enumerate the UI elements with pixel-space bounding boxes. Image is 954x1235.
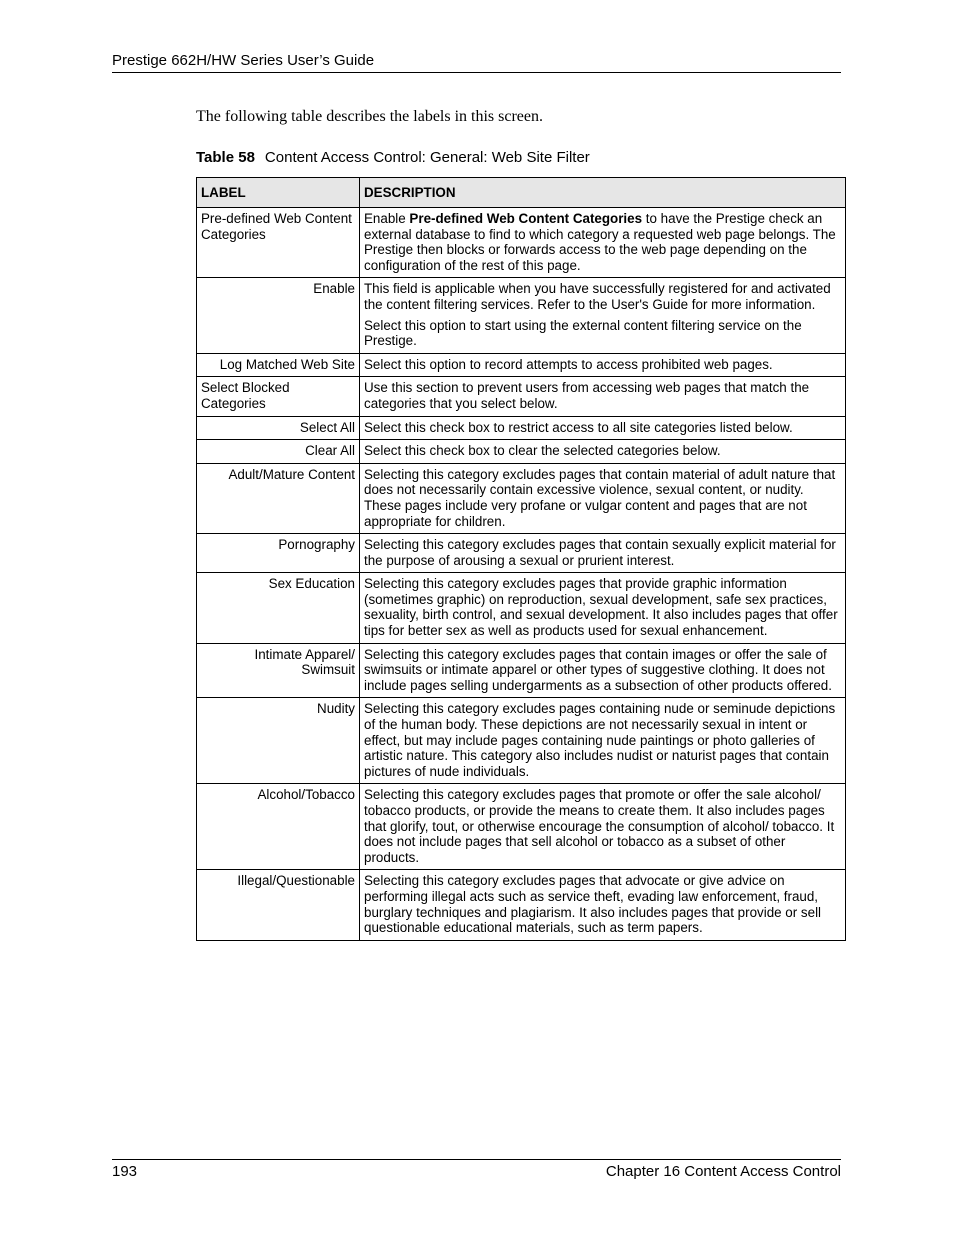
description-text: Use this section to prevent users from accessing web pages that match the categories that you select below.	[364, 380, 810, 411]
table-caption	[196, 148, 590, 168]
table-row	[197, 463, 846, 533]
page-header	[112, 51, 841, 73]
page-footer	[112, 1159, 841, 1180]
table-row	[197, 353, 846, 377]
description-paragraph	[364, 211, 841, 273]
row-description	[360, 278, 846, 353]
table-row	[197, 377, 846, 416]
row-label: Clear All	[197, 440, 360, 464]
description-paragraph	[364, 537, 841, 568]
row-description	[360, 698, 846, 784]
row-label: Pre-defined Web Content Categories	[197, 208, 360, 278]
description-paragraph	[364, 467, 841, 529]
description-paragraph	[364, 420, 841, 436]
table-row	[197, 870, 846, 940]
label-description-table	[196, 177, 846, 941]
description-paragraph	[364, 357, 841, 373]
row-description	[360, 573, 846, 643]
description-text: Selecting this category excludes pages containing nude or seminude depictions of the human body. These depictions are not necessarily sexual in intent or effect, but may include pages containing nude paintings or photo galleries of artistic nature. This category also includes nudist or naturist pages that contain pictures of nude individuals.	[364, 701, 836, 779]
row-description	[360, 870, 846, 940]
description-text: Selecting this category excludes pages that provide graphic information (sometimes graphic) on reproduction, sexual development, safe sex practices, sexuality, birth control, and sexual development. It also includes pages that offer tips for better sex as well as products used for sexual enhancement.	[364, 576, 838, 639]
row-description	[360, 463, 846, 533]
header-label: LABEL	[197, 178, 360, 208]
chapter-title: Chapter 16 Content Access Control	[605, 1163, 841, 1180]
table-row	[197, 534, 846, 573]
row-description	[360, 353, 846, 377]
description-text: Select this check box to restrict access to all site categories listed below.	[364, 419, 793, 435]
table-row	[197, 784, 846, 870]
row-label: Intimate Apparel/ Swimsuit	[197, 643, 360, 698]
description-paragraph	[364, 281, 841, 312]
description-paragraph	[364, 873, 841, 935]
table-row	[197, 698, 846, 784]
table-row	[197, 440, 846, 464]
table-row	[197, 643, 846, 698]
row-description	[360, 377, 846, 416]
row-label: Illegal/Questionable	[197, 870, 360, 940]
description-paragraph	[364, 380, 841, 411]
row-description	[360, 440, 846, 464]
description-text: Selecting this category excludes pages that contain images or offer the sale of swimsuits or intimate apparel or other types of suggestive clothing. It does not include pages selling undergarments as a subsection of other products offered.	[364, 646, 832, 693]
description-text: to have the Prestige check an external database to find to which category a requested web page belongs. The Prestige then blocks or forwards access to the web page depending on the configuration of the rest of this page.	[364, 211, 836, 273]
description-text: Select this option to start using the external content filtering service on the Prestige.	[364, 317, 802, 349]
row-label: Select All	[197, 416, 360, 440]
description-paragraph	[364, 647, 841, 694]
description-text: Selecting this category excludes pages that advocate or give advice on performing illegal acts such as service theft, evading law enforcement, fraud, burglary techniques and plagiarism. It also includes pages that provide or sell questionable educational materials, such as term papers.	[364, 873, 822, 936]
row-label: Select Blocked Categories	[197, 377, 360, 416]
description-text: This field is applicable when you have successfully registered for and activated the content filtering services. Refer to the User's Guide for more information.	[364, 281, 831, 312]
row-description	[360, 643, 846, 698]
intro-text: The following table describes the labels in this screen.	[196, 108, 544, 125]
row-label: Alcohol/Tobacco	[197, 784, 360, 870]
row-description	[360, 416, 846, 440]
table-header-row	[197, 178, 846, 208]
description-paragraph	[364, 701, 841, 779]
row-label: Adult/Mature Content	[197, 463, 360, 533]
description-text: Enable	[364, 211, 410, 226]
table-row	[197, 573, 846, 643]
table-row	[197, 278, 846, 353]
description-text: Selecting this category excludes pages that contain material of adult nature that does not necessarily contain excessive violence, sexual content, or nudity. These pages include very profane or vulgar content and pages that are not appropriate for children.	[364, 466, 836, 529]
table-title: Content Access Control: General: Web Site Filter	[264, 149, 590, 166]
description-paragraph	[364, 443, 841, 459]
row-description	[360, 784, 846, 870]
guide-title: Prestige 662H/HW Series User’s Guide	[112, 52, 375, 69]
header-description: DESCRIPTION	[360, 178, 846, 208]
description-text: Select this check box to clear the selected categories below.	[364, 443, 721, 459]
description-emphasis: Pre-defined Web Content Categories	[409, 211, 643, 226]
table-row	[197, 416, 846, 440]
description-text: Selecting this category excludes pages that promote or offer the sale alcohol/ tobacco products, or provide the means to create them. It also includes pages that glorify, tout, or otherwise encourage the consumption of alcohol/ tobacco. It does not include pages that sell alcohol or tobacco as a subset of other products.	[364, 787, 835, 865]
table-number: Table 58	[196, 149, 255, 166]
description-text: Select this option to record attempts to access prohibited web pages.	[364, 356, 773, 372]
page-number: 193	[112, 1163, 138, 1180]
description-text: Selecting this category excludes pages that contain sexually explicit material for the purpose of arousing a sexual or prurient interest.	[364, 537, 836, 568]
description-paragraph	[364, 576, 841, 638]
description-paragraph	[364, 787, 841, 865]
row-description	[360, 208, 846, 278]
row-label: Pornography	[197, 534, 360, 573]
table-body	[197, 208, 846, 941]
row-label: Nudity	[197, 698, 360, 784]
row-description	[360, 534, 846, 573]
row-label: Enable	[197, 278, 360, 353]
row-label: Sex Education	[197, 573, 360, 643]
description-paragraph	[364, 318, 841, 349]
row-label: Log Matched Web Site	[197, 353, 360, 377]
table-row	[197, 208, 846, 278]
